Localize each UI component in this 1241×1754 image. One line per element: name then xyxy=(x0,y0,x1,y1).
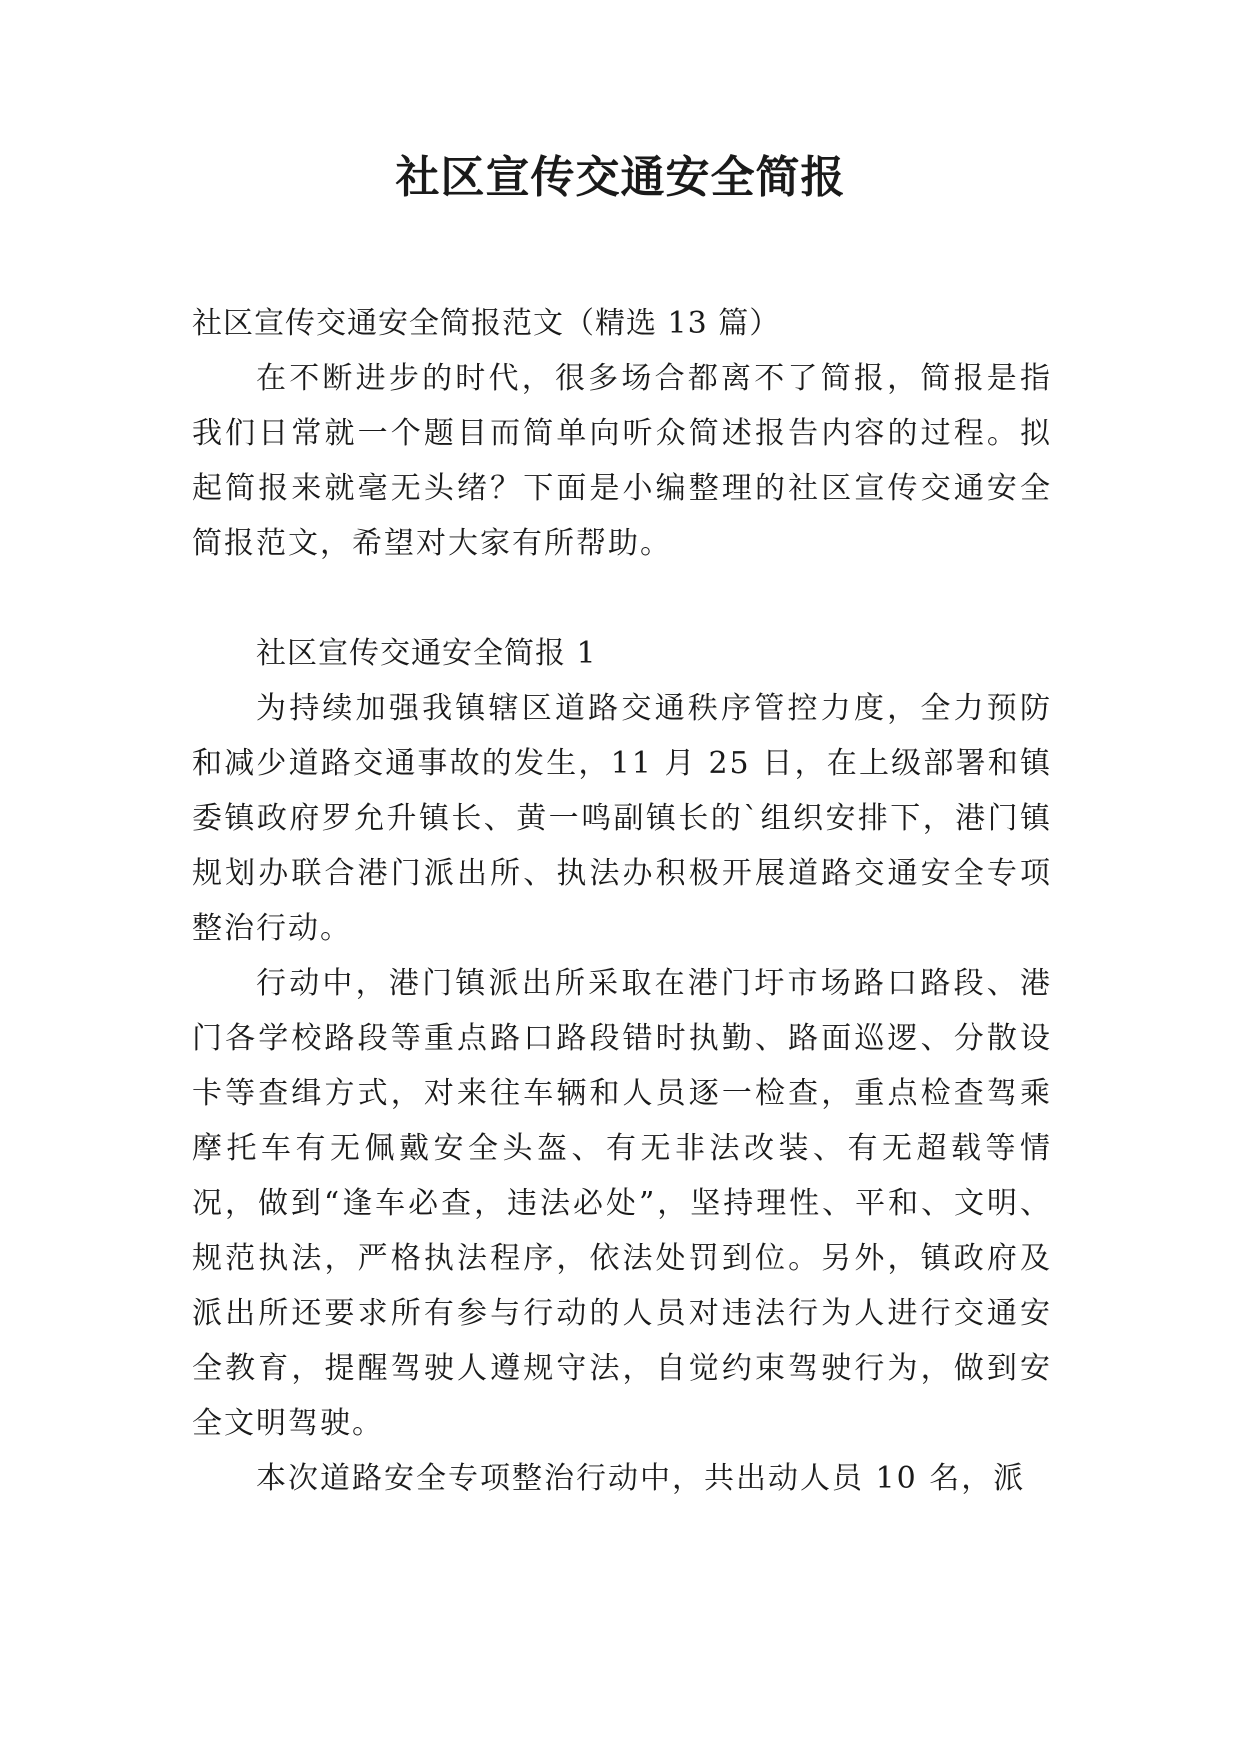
document-subtitle: 社区宣传交通安全简报范文（精选 13 篇） xyxy=(192,306,781,341)
document-body xyxy=(192,296,1052,1506)
section-heading: 社区宣传交通安全简报 1 xyxy=(256,636,597,671)
body-paragraph: 本次道路安全专项整治行动中，共出动人员 10 名，派 xyxy=(256,1461,1026,1496)
document-title: 社区宣传交通安全简报 xyxy=(395,152,846,203)
body-paragraph: 行动中，港门镇派出所采取在港门圩市场路口路段、港门各学校路段等重点路口路段错时执勤、路面巡逻、分散设卡等查缉方式，对来往车辆和人员逐一检查，重点检查驾乘摩托车有无佩戴安全头盔、有无非法改装、有无超载等情况，做到“逢车必查，违法必处”，坚持理性、平和、文明、规范执法，严格执法程序，依法处罚到位。另外，镇政府及派出所还要求所有参与行动的人员对违法行为人进行交通安全教育，提醒驾驶人遵规守法，自觉约束驾驶行为，做到安全文明驾驶。 xyxy=(192,966,1052,1441)
body-paragraph: 为持续加强我镇辖区道路交通秩序管控力度，全力预防和减少道路交通事故的发生，11 月 25 日，在上级部署和镇委镇政府罗允升镇长、黄一鸣副镇长的`组织安排下，港门镇规划办联合港门派出所、执法办积极开展道路交通安全专项整治行动。 xyxy=(192,691,1052,946)
intro-paragraph: 在不断进步的时代，很多场合都离不了简报，简报是指我们日常就一个题目而简单向听众简述报告内容的过程。拟起简报来就毫无头绪？下面是小编整理的社区宣传交通安全简报范文，希望对大家有所帮助。 xyxy=(192,361,1052,561)
